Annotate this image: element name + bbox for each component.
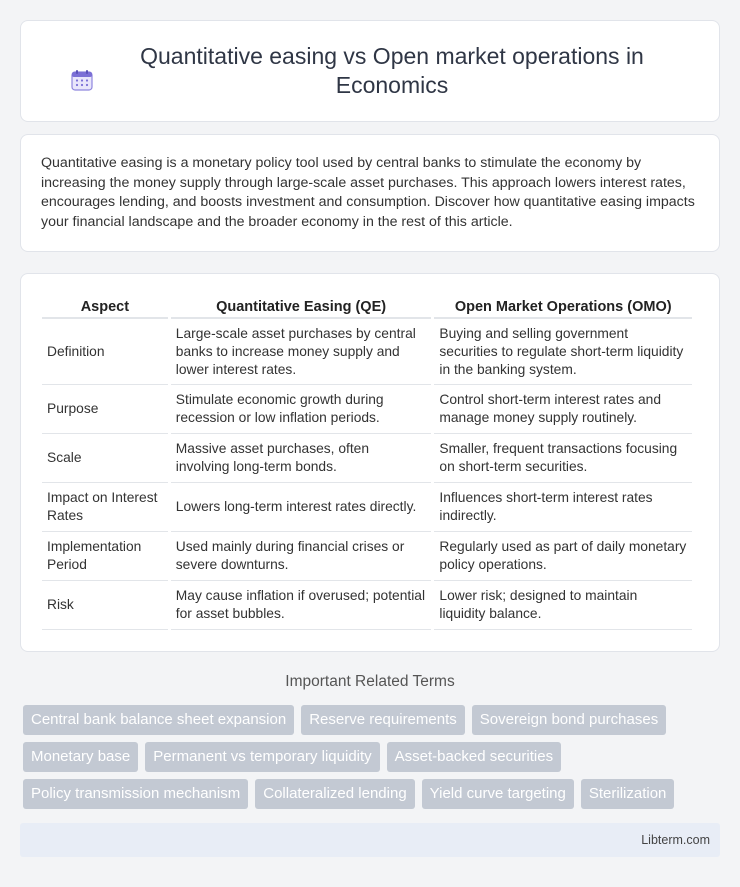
aspect-cell: Definition bbox=[42, 319, 168, 385]
table-row bbox=[42, 581, 692, 630]
related-term-tag[interactable]: Policy transmission mechanism bbox=[23, 779, 248, 809]
qe-cell: Stimulate economic growth during recession or low inflation periods. bbox=[171, 385, 432, 434]
aspect-cell: Implementation Period bbox=[42, 532, 168, 581]
related-term-tag[interactable]: Collateralized lending bbox=[255, 779, 414, 809]
table-row bbox=[42, 385, 692, 434]
aspect-cell: Risk bbox=[42, 581, 168, 630]
table-row bbox=[42, 434, 692, 483]
related-term-tag[interactable]: Asset-backed securities bbox=[387, 742, 561, 772]
related-term-tag[interactable]: Monetary base bbox=[23, 742, 138, 772]
title-card bbox=[20, 20, 720, 122]
qe-cell: Large-scale asset purchases by central banks to increase money supply and lower interest rates. bbox=[171, 319, 432, 385]
tag-row bbox=[23, 779, 723, 809]
column-header-qe: Quantitative Easing (QE) bbox=[171, 296, 432, 319]
tag-row bbox=[23, 705, 723, 735]
intro-card bbox=[20, 134, 720, 252]
related-term-tag[interactable]: Yield curve targeting bbox=[422, 779, 574, 809]
footer-site-link[interactable]: Libterm.com bbox=[641, 833, 710, 847]
page-title: Quantitative easing vs Open market operations in Economics bbox=[140, 43, 644, 98]
tag-row bbox=[23, 742, 723, 772]
related-term-tag[interactable]: Reserve requirements bbox=[301, 705, 465, 735]
table-row bbox=[42, 319, 692, 385]
qe-cell: May cause inflation if overused; potential for asset bubbles. bbox=[171, 581, 432, 630]
omo-cell: Regularly used as part of daily monetary policy operations. bbox=[434, 532, 692, 581]
related-term-tag[interactable]: Permanent vs temporary liquidity bbox=[145, 742, 379, 772]
aspect-cell: Purpose bbox=[42, 385, 168, 434]
column-header-aspect: Aspect bbox=[42, 296, 168, 319]
omo-cell: Smaller, frequent transactions focusing on short-term securities. bbox=[434, 434, 692, 483]
table-row bbox=[42, 532, 692, 581]
related-term-tag[interactable]: Sovereign bond purchases bbox=[472, 705, 666, 735]
comparison-card bbox=[20, 273, 720, 652]
aspect-cell: Impact on Interest Rates bbox=[42, 483, 168, 532]
aspect-cell: Scale bbox=[42, 434, 168, 483]
calendar-icon bbox=[70, 68, 94, 92]
related-terms-list bbox=[23, 705, 723, 816]
omo-cell: Lower risk; designed to maintain liquidity balance. bbox=[434, 581, 692, 630]
comparison-table bbox=[39, 296, 695, 630]
table-header-row bbox=[42, 296, 692, 319]
omo-cell: Influences short-term interest rates indirectly. bbox=[434, 483, 692, 532]
related-terms-title: Important Related Terms bbox=[285, 673, 455, 690]
omo-cell: Control short-term interest rates and manage money supply routinely. bbox=[434, 385, 692, 434]
footer bbox=[20, 823, 720, 857]
table-row bbox=[42, 483, 692, 532]
related-term-tag[interactable]: Central bank balance sheet expansion bbox=[23, 705, 294, 735]
related-term-tag[interactable]: Sterilization bbox=[581, 779, 675, 809]
column-header-omo: Open Market Operations (OMO) bbox=[434, 296, 692, 319]
qe-cell: Lowers long-term interest rates directly. bbox=[171, 483, 432, 532]
qe-cell: Massive asset purchases, often involving long-term bonds. bbox=[171, 434, 432, 483]
omo-cell: Buying and selling government securities to regulate short-term liquidity in the banking system. bbox=[434, 319, 692, 385]
qe-cell: Used mainly during financial crises or severe downturns. bbox=[171, 532, 432, 581]
intro-text: Quantitative easing is a monetary policy tool used by central banks to stimulate the economy by increasing the money supply through large-scale asset purchases. This approach lowers interest rates, encourages lending, and boosts investment and consumption. Discover how quantitative easing impacts your financial landscape and the broader economy in the rest of this article. bbox=[41, 155, 695, 230]
